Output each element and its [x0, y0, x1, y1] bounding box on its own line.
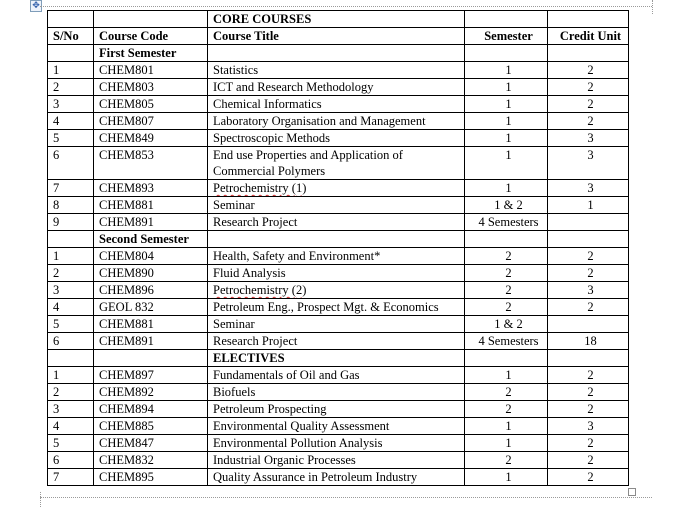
row-course-code: CHEM890: [94, 265, 208, 282]
table-row-section-title: [48, 11, 629, 28]
row-sn: 6: [48, 333, 94, 350]
table-row: [48, 147, 629, 180]
row-credit-unit: 2: [548, 96, 629, 113]
table-row: [48, 367, 629, 384]
table-row: [48, 180, 629, 197]
table-row: [48, 401, 629, 418]
row-course-title: [208, 180, 465, 197]
page-edge-top: [40, 6, 652, 7]
table-row: [48, 469, 629, 486]
row-credit-unit: 2: [548, 469, 629, 486]
first-semester-row-label: First Semester: [94, 45, 208, 62]
row-sn: 9: [48, 214, 94, 231]
row-credit-unit: 3: [548, 180, 629, 197]
table-row: [48, 384, 629, 401]
row-semester: 2: [465, 248, 548, 265]
row-semester: 1: [465, 367, 548, 384]
row-sn: 4: [48, 299, 94, 316]
row-semester: 1 & 2: [465, 197, 548, 214]
row-course-title: Chemical Informatics: [208, 96, 465, 113]
row-semester: 1: [465, 130, 548, 147]
row-course-title: Laboratory Organisation and Management: [208, 113, 465, 130]
row-course-title: Seminar: [208, 316, 465, 333]
cell-credit: [548, 231, 629, 248]
row-semester: 1: [465, 113, 548, 130]
second-semester-row: [48, 231, 629, 248]
row-sn: 1: [48, 248, 94, 265]
spelling-error-word[interactable]: Petrochemistry (2): [213, 283, 307, 297]
table-row: [48, 130, 629, 147]
spelling-error-word[interactable]: Petrochemistry (1): [213, 181, 307, 195]
row-course-title: Research Project: [208, 214, 465, 231]
table-row: [48, 418, 629, 435]
row-semester: 4 Semesters: [465, 333, 548, 350]
cell-code: [94, 350, 208, 367]
row-semester: 2: [465, 299, 548, 316]
row-credit-unit: 2: [548, 435, 629, 452]
row-sn: 5: [48, 435, 94, 452]
row-sn: 7: [48, 469, 94, 486]
row-credit-unit: 2: [548, 113, 629, 130]
page-edge-left: [40, 492, 41, 507]
header-course-code: Course Code: [94, 28, 208, 45]
cell-semester: [465, 45, 548, 62]
row-course-title: Environmental Pollution Analysis: [208, 435, 465, 452]
row-credit-unit: 2: [548, 62, 629, 79]
row-credit-unit: 2: [548, 79, 629, 96]
row-sn: 3: [48, 282, 94, 299]
row-course-code: CHEM895: [94, 469, 208, 486]
first-semester-row: [48, 45, 629, 62]
row-credit-unit: 2: [548, 384, 629, 401]
table-resize-handle[interactable]: [628, 488, 636, 496]
row-course-title: Biofuels: [208, 384, 465, 401]
row-credit-unit: [548, 214, 629, 231]
row-credit-unit: 2: [548, 248, 629, 265]
row-semester: 1: [465, 62, 548, 79]
cell-semester: [465, 231, 548, 248]
row-course-code: CHEM805: [94, 96, 208, 113]
row-sn: 6: [48, 452, 94, 469]
row-course-title: Spectroscopic Methods: [208, 130, 465, 147]
row-course-code: CHEM896: [94, 282, 208, 299]
row-semester: 1: [465, 96, 548, 113]
row-sn: 2: [48, 79, 94, 96]
table-row: [48, 62, 629, 79]
row-course-title: Fundamentals of Oil and Gas: [208, 367, 465, 384]
row-semester: 1: [465, 469, 548, 486]
cell-sn: [48, 350, 94, 367]
row-course-code: CHEM801: [94, 62, 208, 79]
row-course-title: Health, Safety and Environment*: [208, 248, 465, 265]
table-row: [48, 299, 629, 316]
row-course-title: Petroleum Prospecting: [208, 401, 465, 418]
row-course-code: CHEM849: [94, 130, 208, 147]
table-row: [48, 96, 629, 113]
table-row: [48, 316, 629, 333]
row-semester: 1: [465, 147, 548, 180]
row-semester: 2: [465, 384, 548, 401]
table-header-row: [48, 28, 629, 45]
second-semester-row-label: Second Semester: [94, 231, 208, 248]
header-semester: Semester: [465, 28, 548, 45]
row-course-code: CHEM893: [94, 180, 208, 197]
row-sn: 7: [48, 180, 94, 197]
row-course-code: CHEM881: [94, 316, 208, 333]
row-credit-unit: 2: [548, 452, 629, 469]
row-credit-unit: 3: [548, 130, 629, 147]
table-row: [48, 197, 629, 214]
cell-credit: [548, 45, 629, 62]
electives-row-label: ELECTIVES: [208, 350, 465, 367]
row-semester: 4 Semesters: [465, 214, 548, 231]
cell-credit: [548, 350, 629, 367]
cell-title: [208, 231, 465, 248]
row-sn: 1: [48, 62, 94, 79]
row-sn: 6: [48, 147, 94, 180]
header-course-title: Course Title: [208, 28, 465, 45]
row-semester: 1: [465, 180, 548, 197]
row-credit-unit: 18: [548, 333, 629, 350]
row-credit-unit: 3: [548, 282, 629, 299]
row-sn: 4: [48, 113, 94, 130]
row-course-title: Research Project: [208, 333, 465, 350]
row-credit-unit: 1: [548, 197, 629, 214]
row-semester: 1: [465, 435, 548, 452]
cell-semester: [465, 11, 548, 28]
row-course-title: Seminar: [208, 197, 465, 214]
table-row: [48, 248, 629, 265]
row-course-title: Statistics: [208, 62, 465, 79]
row-credit-unit: 2: [548, 367, 629, 384]
row-semester: 1: [465, 418, 548, 435]
cell-code: [94, 11, 208, 28]
cell-sn: [48, 231, 94, 248]
row-course-code: CHEM891: [94, 333, 208, 350]
cell-credit: [548, 11, 629, 28]
table-row: [48, 435, 629, 452]
row-credit-unit: 3: [548, 418, 629, 435]
page-edge-bottom: [40, 497, 652, 498]
row-course-code: CHEM803: [94, 79, 208, 96]
row-course-title: [208, 282, 465, 299]
course-table: [47, 10, 629, 486]
row-course-code: CHEM807: [94, 113, 208, 130]
table-row: [48, 214, 629, 231]
row-semester: 2: [465, 265, 548, 282]
row-sn: 2: [48, 384, 94, 401]
row-sn: 8: [48, 197, 94, 214]
row-semester: 2: [465, 282, 548, 299]
row-course-code: CHEM847: [94, 435, 208, 452]
row-course-code: CHEM804: [94, 248, 208, 265]
table-row: [48, 113, 629, 130]
row-semester: 1: [465, 79, 548, 96]
cell-sn: [48, 11, 94, 28]
row-course-code: CHEM881: [94, 197, 208, 214]
table-row: [48, 282, 629, 299]
row-credit-unit: 2: [548, 265, 629, 282]
row-sn: 4: [48, 418, 94, 435]
row-course-title: Industrial Organic Processes: [208, 452, 465, 469]
row-course-code: CHEM885: [94, 418, 208, 435]
row-sn: 3: [48, 401, 94, 418]
header-sn: S/No: [48, 28, 94, 45]
row-course-code: CHEM832: [94, 452, 208, 469]
table-move-handle-icon[interactable]: ✥: [30, 0, 42, 12]
row-sn: 3: [48, 96, 94, 113]
row-semester: 1 & 2: [465, 316, 548, 333]
row-sn: 5: [48, 130, 94, 147]
table-row: [48, 265, 629, 282]
row-sn: 1: [48, 367, 94, 384]
cell-sn: [48, 45, 94, 62]
row-credit-unit: [548, 316, 629, 333]
header-credit-unit: Credit Unit: [548, 28, 629, 45]
row-sn: 5: [48, 316, 94, 333]
row-course-title: Fluid Analysis: [208, 265, 465, 282]
row-semester: 2: [465, 452, 548, 469]
row-sn: 2: [48, 265, 94, 282]
row-course-title: ICT and Research Methodology: [208, 79, 465, 96]
row-credit-unit: 3: [548, 147, 629, 180]
row-course-code: CHEM897: [94, 367, 208, 384]
row-course-code: CHEM894: [94, 401, 208, 418]
row-credit-unit: 2: [548, 299, 629, 316]
page-edge-right: [652, 0, 653, 14]
table-row: [48, 79, 629, 96]
row-course-title: Petroleum Eng., Prospect Mgt. & Economics: [208, 299, 465, 316]
cell-title: [208, 45, 465, 62]
row-semester: 2: [465, 401, 548, 418]
table-row: [48, 452, 629, 469]
row-course-title: Quality Assurance in Petroleum Industry: [208, 469, 465, 486]
row-course-title: Environmental Quality Assessment: [208, 418, 465, 435]
cell-semester: [465, 350, 548, 367]
row-course-code: CHEM891: [94, 214, 208, 231]
row-course-title: End use Properties and Application of Commercial Polymers: [208, 147, 465, 180]
row-course-code: GEOL 832: [94, 299, 208, 316]
row-credit-unit: 2: [548, 401, 629, 418]
table-row: [48, 333, 629, 350]
row-course-code: CHEM892: [94, 384, 208, 401]
core-courses-heading: CORE COURSES: [208, 11, 465, 28]
row-course-code: CHEM853: [94, 147, 208, 180]
electives-row: [48, 350, 629, 367]
